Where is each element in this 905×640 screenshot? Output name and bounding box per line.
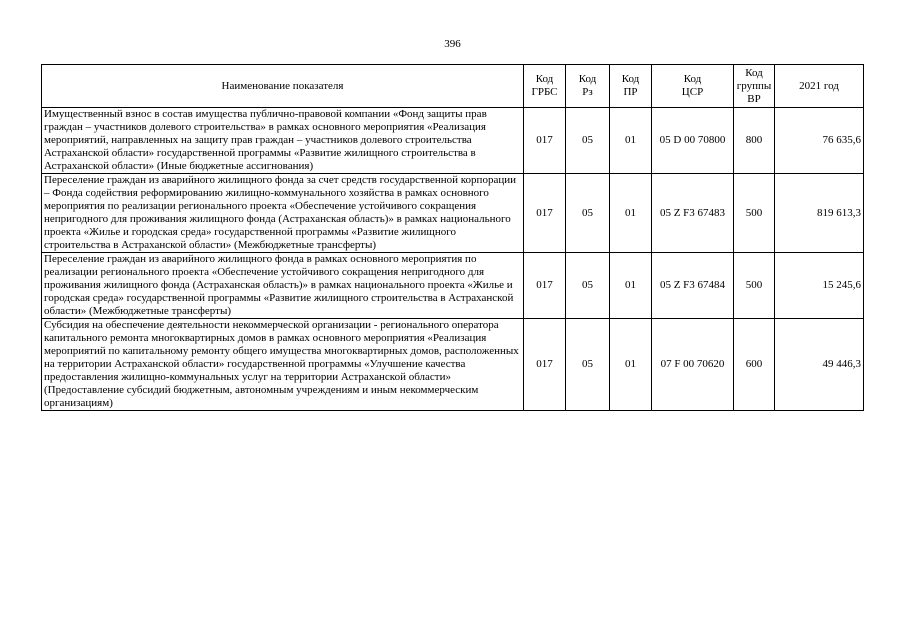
row-grbs: 017 <box>524 253 566 319</box>
row-name: Переселение граждан из аварийного жилищного фонда за счет средств государственной корпорации – Фонда содействия реформированию жилищно-коммунального хозяйства в рамках основного мероприятия по реализации регионального проекта «Обеспечение устойчивого сокращения непригодного для проживания жилищного фонда (Астраханская область)» в рамках национального проекта «Жилье и городская среда» государственной программы «Развитие жилищного строительства в Астраханской области» (Межбюджетные трансферты) <box>42 174 524 253</box>
row-vr: 500 <box>734 253 775 319</box>
row-name: Имущественный взнос в состав имущества публично-правовой компании «Фонд защиты прав граждан – участников долевого строительства» в рамках основного мероприятия «Реализация мероприятий, направленных на защиту прав граждан – участников долевого строительства Астраханской области» государственной программы «Развитие жилищного строительства в Астраханской области» (Иные бюджетные ассигнования) <box>42 108 524 174</box>
header-year: 2021 год <box>775 65 864 108</box>
table-row <box>42 174 864 253</box>
row-grbs: 017 <box>524 174 566 253</box>
row-rz: 05 <box>566 108 610 174</box>
row-rz: 05 <box>566 253 610 319</box>
table-row <box>42 253 864 319</box>
header-grbs: Код ГРБС <box>524 65 566 108</box>
row-grbs: 017 <box>524 319 566 411</box>
budget-table <box>41 64 864 411</box>
row-pr: 01 <box>610 108 652 174</box>
row-grbs: 017 <box>524 108 566 174</box>
row-pr: 01 <box>610 253 652 319</box>
row-amount: 49 446,3 <box>775 319 864 411</box>
row-csr: 05 Z F3 67484 <box>652 253 734 319</box>
header-rz: Код Рз <box>566 65 610 108</box>
row-amount: 76 635,6 <box>775 108 864 174</box>
row-pr: 01 <box>610 174 652 253</box>
header-csr: Код ЦСР <box>652 65 734 108</box>
row-vr: 600 <box>734 319 775 411</box>
table-row <box>42 319 864 411</box>
header-pr: Код ПР <box>610 65 652 108</box>
row-rz: 05 <box>566 319 610 411</box>
table-row <box>42 108 864 174</box>
row-pr: 01 <box>610 319 652 411</box>
row-csr: 05 D 00 70800 <box>652 108 734 174</box>
row-csr: 07 F 00 70620 <box>652 319 734 411</box>
header-vr: Код группы ВР <box>734 65 775 108</box>
row-rz: 05 <box>566 174 610 253</box>
row-name: Субсидия на обеспечение деятельности некоммерческой организации - регионального оператора капитального ремонта многоквартирных домов в рамках основного мероприятия «Реализация мероприятий по капитальному ремонту общего имущества многоквартирных домов, расположенных на территории Астраханской области» государственной программы «Улучшение качества предоставления жилищно-коммунальных услуг на территории Астраханской области» (Предоставление субсидий бюджетным, автономным учреждениям и иным некоммерческим организациям) <box>42 319 524 411</box>
page-number: 396 <box>444 38 461 50</box>
row-vr: 500 <box>734 174 775 253</box>
row-csr: 05 Z F3 67483 <box>652 174 734 253</box>
row-vr: 800 <box>734 108 775 174</box>
row-name: Переселение граждан из аварийного жилищного фонда в рамках основного мероприятия по реализации регионального проекта «Обеспечение устойчивого сокращения непригодного для проживания жилищного фонда (Астраханская область)» в рамках национального проекта «Жилье и городская среда» государственной программы «Развитие жилищного строительства в Астраханской области» (Межбюджетные трансферты) <box>42 253 524 319</box>
row-amount: 819 613,3 <box>775 174 864 253</box>
header-name: Наименование показателя <box>42 65 524 108</box>
row-amount: 15 245,6 <box>775 253 864 319</box>
table-header-row <box>42 65 864 108</box>
